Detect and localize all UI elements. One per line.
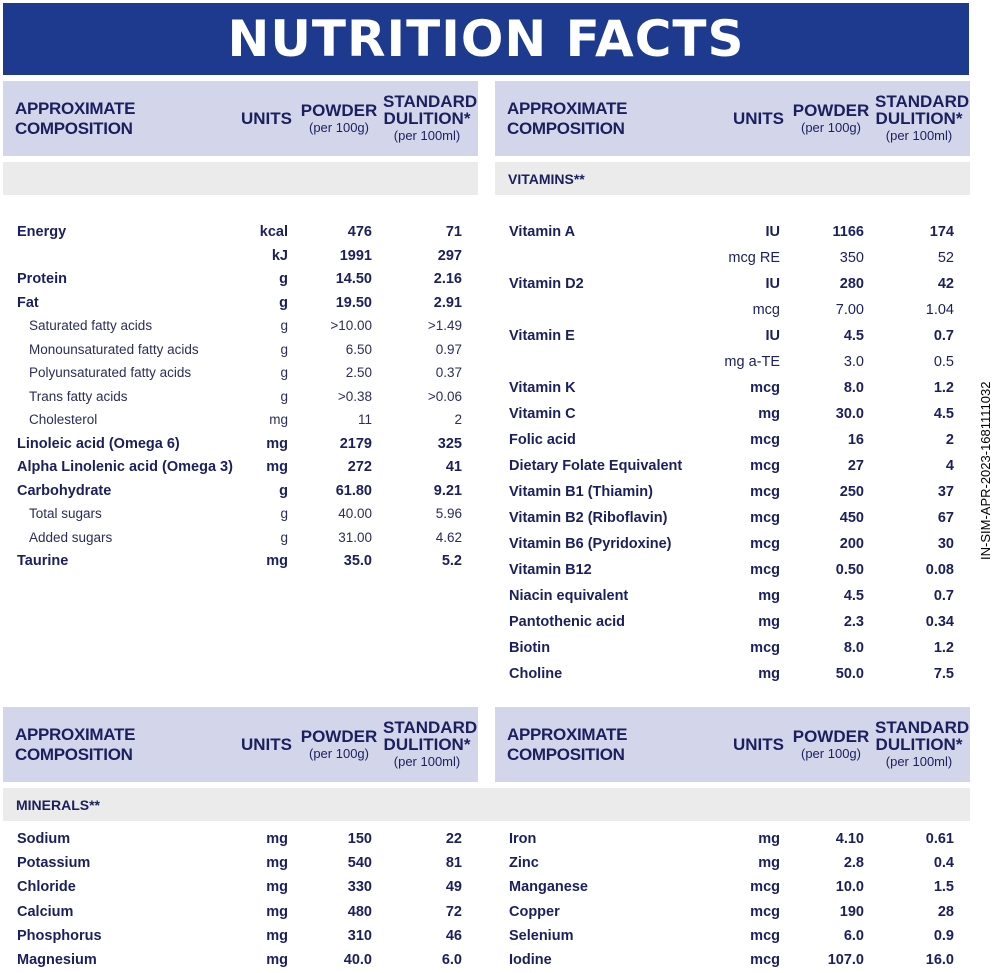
unit-cell: mg	[266, 952, 288, 968]
nutrient-name: Calcium	[17, 903, 74, 920]
standard-value: >0.06	[427, 388, 462, 404]
header-powder	[299, 81, 379, 156]
powder-value: 35.0	[343, 553, 372, 569]
standard-value: 71	[445, 224, 462, 240]
powder-value: 250	[839, 484, 864, 500]
table-row	[495, 949, 970, 973]
table-row	[495, 507, 970, 531]
unit-cell: mcg	[750, 879, 780, 896]
table-row	[3, 292, 478, 316]
powder-value: 16	[847, 432, 864, 448]
nutrient-name: Total sugars	[29, 506, 102, 521]
nutrient-name: Choline	[509, 666, 563, 682]
nutrient-name: Iodine	[509, 952, 552, 968]
nutrient-name: Vitamin K	[509, 380, 576, 396]
unit-cell: mcg	[750, 952, 780, 968]
header-powder-label: POWDER	[300, 100, 378, 120]
powder-value: 1166	[832, 224, 864, 240]
unit-cell: kJ	[271, 247, 288, 264]
table-row	[495, 247, 970, 271]
nutrient-name: Protein	[17, 271, 67, 287]
unit-cell: mg	[266, 459, 288, 475]
header-powder	[791, 81, 871, 156]
unit-cell: mg	[758, 406, 780, 422]
standard-value: 4.5	[933, 406, 954, 422]
powder-value: 150	[347, 831, 372, 847]
powder-value: 4.5	[843, 588, 864, 604]
standard-value: 7.5	[933, 666, 954, 682]
standard-value: 37	[937, 484, 954, 500]
unit-cell: mg	[758, 666, 780, 682]
header-standard-label: STANDARD	[875, 718, 970, 737]
nutrient-name: Polyunsaturated fatty acids	[29, 365, 192, 380]
table-row	[495, 533, 970, 557]
nutrient-name: Sodium	[17, 831, 71, 847]
table-row	[3, 503, 478, 527]
composition-panel-minerals-right	[495, 707, 970, 973]
nutrient-name: Vitamin B2 (Riboflavin)	[509, 510, 668, 526]
side-code-text: IN-SIM-APR-2023-1681111032	[978, 381, 993, 560]
standard-value: 0.7	[933, 588, 954, 604]
standard-value: 5.96	[435, 506, 462, 521]
header-units: UNITS	[241, 108, 292, 128]
standard-value: 4	[945, 458, 954, 474]
header-standard	[383, 707, 478, 782]
standard-value: 174	[929, 224, 954, 240]
table-row	[3, 433, 478, 457]
header-dulition-label: DULITION*	[875, 109, 963, 128]
standard-value: 46	[445, 927, 462, 944]
unit-cell: mcg	[750, 380, 780, 396]
unit-cell: mcg	[750, 640, 780, 656]
table-row	[495, 429, 970, 453]
unit-cell: mcg	[750, 536, 780, 552]
powder-value: 27	[847, 458, 864, 474]
table-row	[495, 299, 970, 323]
table-row	[495, 828, 970, 852]
nutrient-name: Linoleic acid (Omega 6)	[17, 435, 180, 452]
unit-cell: mg	[266, 903, 288, 920]
table-row	[495, 559, 970, 583]
nutrient-name: Vitamin A	[509, 224, 576, 240]
unit-cell: g	[280, 365, 288, 380]
nutrient-name: Alpha Linolenic acid (Omega 3)	[17, 459, 233, 475]
powder-value: >10.00	[330, 318, 372, 333]
header-units: UNITS	[733, 734, 784, 754]
minerals-section-label: MINERALS**	[16, 797, 101, 813]
header-powder-label: POWDER	[792, 100, 870, 120]
standard-value: 2.16	[433, 271, 462, 287]
nutrient-name: Iron	[509, 831, 537, 847]
standard-value: 41	[445, 459, 462, 475]
header-dulition-label: DULITION*	[875, 735, 963, 754]
header-standard-sub: (per 100ml)	[885, 754, 953, 769]
powder-value: 2.8	[843, 855, 864, 872]
standard-value: 297	[437, 247, 462, 264]
table-row	[3, 339, 478, 363]
standard-value: 22	[445, 831, 462, 847]
powder-value: 350	[839, 250, 864, 266]
nutrient-name: Chloride	[17, 879, 76, 896]
unit-cell: g	[280, 529, 288, 545]
header-units: UNITS	[241, 734, 292, 754]
table-row	[3, 852, 478, 876]
standard-value: 5.2	[441, 553, 462, 569]
standard-value: 0.9	[933, 927, 954, 944]
nutrient-name: Vitamin E	[509, 328, 575, 344]
standard-value: >1.49	[427, 318, 462, 333]
unit-cell: mg	[266, 553, 288, 569]
standard-value: 0.5	[933, 354, 954, 370]
table-row	[3, 527, 478, 551]
standard-value: 28	[937, 903, 954, 920]
unit-cell: mg	[266, 879, 288, 896]
header-standard	[875, 81, 970, 156]
unit-cell: mcg	[750, 903, 780, 920]
standard-value: 6.0	[441, 952, 462, 968]
standard-value: 16.0	[925, 952, 954, 968]
table-row	[3, 268, 478, 292]
powder-value: 61.80	[335, 482, 372, 499]
standard-value: 81	[445, 855, 462, 872]
powder-value: 11	[357, 412, 372, 427]
unit-cell: mg	[758, 831, 780, 847]
nutrient-name: Vitamin B1 (Thiamin)	[509, 484, 653, 500]
table-row	[495, 852, 970, 876]
header-powder-label: POWDER	[792, 726, 870, 746]
unit-cell: IU	[765, 224, 780, 240]
table-row	[3, 876, 478, 900]
standard-value: 1.2	[933, 640, 954, 656]
nutrient-name: Vitamin D2	[509, 276, 584, 292]
header-standard	[875, 707, 970, 782]
powder-value: 3.0	[843, 354, 864, 370]
unit-cell: mcg RE	[728, 250, 780, 266]
unit-cell: g	[280, 341, 288, 357]
powder-value: 10.0	[835, 879, 864, 896]
nutrient-name: Pantothenic acid	[509, 614, 626, 630]
powder-value: 280	[839, 276, 864, 292]
nutrient-name: Taurine	[17, 553, 69, 569]
unit-cell: mcg	[750, 510, 780, 526]
standard-value: 72	[445, 903, 462, 920]
standard-value: 2.91	[433, 294, 462, 311]
unit-cell: mcg	[752, 302, 780, 318]
header-dulition-label: DULITION*	[383, 735, 471, 754]
unit-cell: mg a-TE	[724, 354, 780, 370]
nutrient-name: Phosphorus	[17, 927, 102, 944]
table-row	[3, 550, 478, 574]
table-header	[495, 707, 970, 782]
unit-cell: g	[280, 506, 288, 521]
powder-value: 8.0	[843, 640, 864, 656]
table-row	[495, 925, 970, 949]
unit-cell: mg	[758, 614, 780, 630]
unit-cell: mg	[266, 927, 288, 944]
standard-value: 2	[454, 412, 462, 427]
composition-panel-minerals-left	[3, 707, 478, 973]
nutrient-name: Monounsaturated fatty acids	[29, 341, 199, 357]
table-row	[3, 925, 478, 949]
unit-cell: mg	[266, 831, 288, 847]
standard-value: 0.61	[925, 831, 954, 847]
powder-value: 480	[347, 903, 372, 920]
powder-value: 30.0	[835, 406, 864, 422]
standard-value: 42	[937, 276, 954, 292]
powder-value: 450	[839, 510, 864, 526]
nutrient-name: Trans fatty acids	[29, 388, 128, 404]
table-header	[3, 707, 478, 782]
table-header	[3, 81, 478, 156]
table-row	[3, 221, 478, 245]
unit-cell: g	[279, 482, 288, 499]
header-standard	[383, 81, 478, 156]
header-standard-label: STANDARD	[875, 92, 970, 111]
table-row	[3, 949, 478, 973]
unit-cell: g	[279, 294, 288, 311]
unit-cell: mg	[266, 855, 288, 872]
unit-cell: mg	[758, 588, 780, 604]
standard-value: 67	[937, 510, 954, 526]
powder-value: 4.5	[843, 328, 864, 344]
nutrient-name: Saturated fatty acids	[29, 318, 153, 333]
unit-cell: IU	[765, 328, 780, 344]
composition-panel-vitamins	[495, 81, 970, 691]
unit-cell: g	[280, 388, 288, 404]
unit-cell: mcg	[750, 432, 780, 448]
unit-cell: mg	[758, 855, 780, 872]
table-row	[495, 481, 970, 505]
table-row	[3, 245, 478, 269]
table-row	[3, 480, 478, 504]
nutrient-name: Manganese	[509, 879, 588, 896]
nutrient-name: Magnesium	[17, 952, 97, 968]
powder-value: 107.0	[827, 952, 864, 968]
nutrient-name: Added sugars	[29, 529, 113, 545]
nutrient-name: Carbohydrate	[17, 482, 112, 499]
standard-value: 1.2	[933, 380, 954, 396]
table-row	[495, 663, 970, 687]
powder-value: 40.0	[343, 952, 372, 968]
vitamins-section-strip	[495, 162, 970, 195]
header-powder-label: POWDER	[300, 726, 378, 746]
header-powder-sub: (per 100g)	[801, 119, 861, 135]
powder-value: 50.0	[835, 666, 864, 682]
unit-cell: g	[280, 318, 288, 333]
unit-cell: g	[279, 271, 288, 287]
standard-value: 49	[445, 879, 462, 896]
powder-value: 0.50	[835, 562, 864, 578]
table-row	[3, 315, 478, 339]
standard-value: 1.5	[933, 879, 954, 896]
table-row	[3, 386, 478, 410]
nutrient-name: Biotin	[509, 640, 551, 656]
nutrient-name: Dietary Folate Equivalent	[509, 458, 683, 474]
header-standard-sub: (per 100ml)	[393, 128, 461, 143]
composition-panel-general	[3, 81, 478, 601]
table-row	[495, 273, 970, 297]
table-row	[495, 325, 970, 349]
header-standard-label: STANDARD	[383, 92, 478, 111]
powder-value: 310	[347, 927, 372, 944]
powder-value: 31.00	[338, 529, 372, 545]
page-title: NUTRITION FACTS	[227, 10, 745, 68]
nutrient-name: Energy	[17, 224, 67, 240]
powder-value: 330	[347, 879, 372, 896]
table-row	[495, 221, 970, 245]
header-composition: APPROXIMATE COMPOSITION	[15, 98, 136, 138]
header-standard-label: STANDARD	[383, 718, 478, 737]
standard-value: 0.08	[925, 562, 954, 578]
nutrient-name: Zinc	[509, 855, 539, 872]
title-banner	[3, 3, 969, 75]
standard-value: 4.62	[435, 529, 462, 545]
standard-value: 0.4	[933, 855, 954, 872]
standard-value: 2	[945, 432, 954, 448]
powder-value: 476	[347, 224, 372, 240]
table-row	[3, 362, 478, 386]
nutrient-name: Fat	[17, 294, 39, 311]
unit-cell: mcg	[750, 458, 780, 474]
powder-value: 190	[839, 903, 864, 920]
powder-value: 200	[839, 536, 864, 552]
table-row	[3, 828, 478, 852]
powder-value: 2.50	[345, 365, 372, 380]
unit-cell: mcg	[750, 562, 780, 578]
table-row	[495, 901, 970, 925]
unit-cell: mg	[266, 435, 288, 452]
header-composition: APPROXIMATE COMPOSITION	[15, 724, 136, 764]
header-powder-sub: (per 100g)	[309, 119, 369, 135]
powder-value: 8.0	[843, 380, 864, 396]
nutrient-name: Folic acid	[509, 432, 576, 448]
powder-value: 6.50	[345, 341, 372, 357]
nutrient-name: Vitamin B12	[509, 562, 592, 578]
standard-value: 1.04	[925, 302, 954, 318]
table-row	[3, 409, 478, 433]
powder-value: 272	[347, 459, 372, 475]
powder-value: 14.50	[335, 271, 372, 287]
table-row	[495, 637, 970, 661]
standard-value: 325	[437, 435, 462, 452]
nutrient-name: Potassium	[17, 855, 91, 872]
unit-cell: mg	[269, 412, 288, 427]
nutrient-name: Selenium	[509, 927, 574, 944]
header-powder	[299, 707, 379, 782]
header-dulition-label: DULITION*	[383, 109, 471, 128]
table-row	[3, 901, 478, 925]
table-row	[495, 403, 970, 427]
header-standard-sub: (per 100ml)	[885, 128, 953, 143]
header-composition: APPROXIMATE COMPOSITION	[507, 98, 628, 138]
powder-value: 6.0	[843, 927, 864, 944]
table-row	[495, 585, 970, 609]
standard-value: 0.7	[933, 328, 954, 344]
powder-value: 19.50	[335, 294, 372, 311]
powder-value: 4.10	[835, 831, 864, 847]
powder-value: 2179	[339, 435, 372, 452]
unit-cell: mcg	[750, 927, 780, 944]
header-units: UNITS	[733, 108, 784, 128]
nutrient-name: Cholesterol	[29, 412, 98, 427]
section-strip	[3, 162, 478, 195]
vitamins-section-label: VITAMINS**	[508, 171, 585, 187]
table-header	[495, 81, 970, 156]
nutrient-name: Vitamin C	[509, 406, 576, 422]
header-powder	[791, 707, 871, 782]
standard-value: 52	[937, 250, 954, 266]
header-composition: APPROXIMATE COMPOSITION	[507, 724, 628, 764]
header-powder-sub: (per 100g)	[309, 745, 369, 761]
standard-value: 0.34	[925, 614, 954, 630]
header-powder-sub: (per 100g)	[801, 745, 861, 761]
table-row	[3, 456, 478, 480]
table-row	[495, 351, 970, 375]
unit-cell: IU	[765, 276, 780, 292]
nutrient-name: Niacin equivalent	[509, 588, 629, 604]
header-standard-sub: (per 100ml)	[393, 754, 461, 769]
unit-cell: kcal	[259, 224, 288, 240]
standard-value: 30	[937, 536, 954, 552]
standard-value: 9.21	[433, 482, 462, 499]
table-row	[495, 377, 970, 401]
powder-value: >0.38	[337, 388, 372, 404]
nutrient-name: Vitamin B6 (Pyridoxine)	[509, 536, 672, 552]
standard-value: 0.37	[435, 365, 462, 380]
table-row	[495, 876, 970, 900]
powder-value: 40.00	[338, 506, 372, 521]
unit-cell: mcg	[750, 484, 780, 500]
powder-value: 7.00	[835, 302, 864, 318]
table-row	[495, 455, 970, 479]
powder-value: 540	[347, 855, 372, 872]
powder-value: 1991	[339, 247, 372, 264]
table-row	[495, 611, 970, 635]
standard-value: 0.97	[435, 341, 462, 357]
powder-value: 2.3	[843, 614, 864, 630]
nutrient-name: Copper	[509, 903, 560, 920]
